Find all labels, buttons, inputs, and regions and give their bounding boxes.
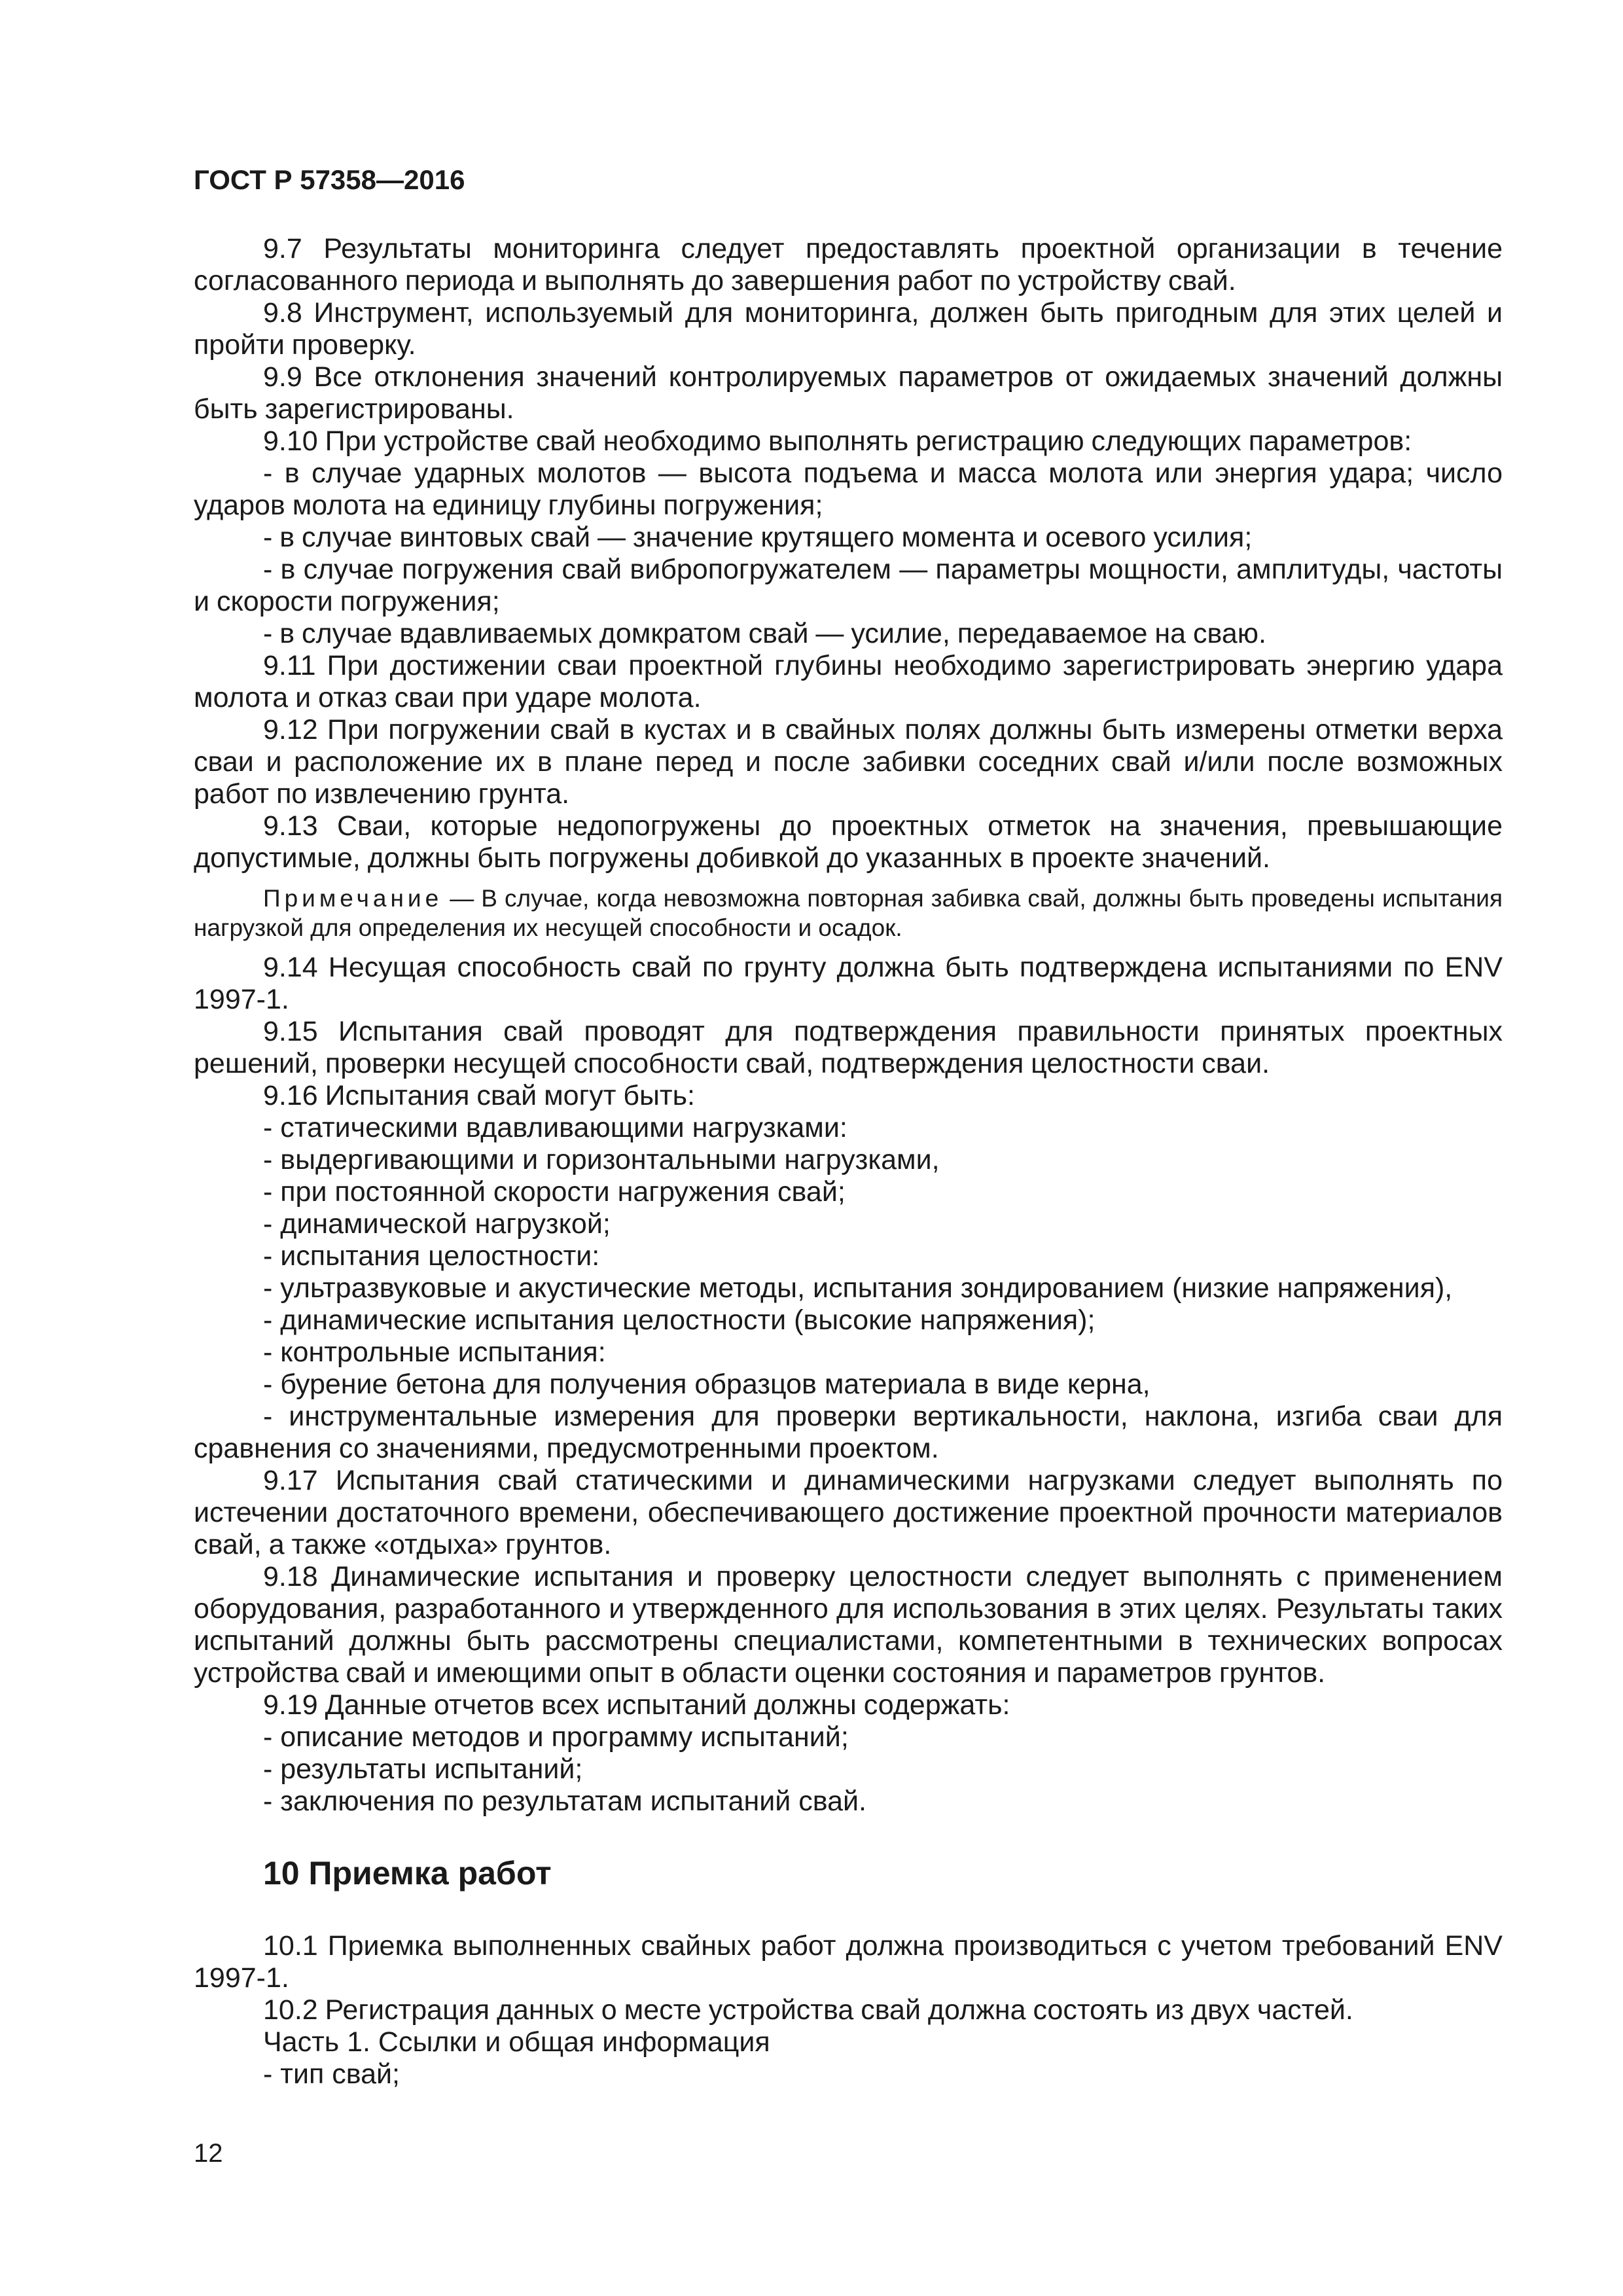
paragraph: 9.13 Сваи, которые недопогружены до проектных отметок на значения, превышающие допустимые, должны быть погружены добивкой до указанных в проекте значений.: [194, 810, 1503, 874]
list-item: - испытания целостности:: [263, 1240, 600, 1272]
paragraph: 9.16 Испытания свай могут быть:: [263, 1080, 695, 1111]
paragraph: 9.15 Испытания свай проводят для подтверждения правильности принятых проектных решений, проверки несущей способности свай, подтверждения целостности сваи.: [194, 1016, 1503, 1079]
paragraph: - в случае погружения свай вибропогружателем — параметры мощности, амплитуды, частоты и скорости погружения;: [194, 554, 1503, 617]
list-item: - динамические испытания целостности (высокие напряжения);: [263, 1304, 1096, 1336]
paragraph: 9.8 Инструмент, используемый для мониторинга, должен быть пригодным для этих целей и пройти проверку.: [194, 297, 1503, 361]
document-code-header: ГОСТ Р 57358—2016: [194, 164, 465, 195]
paragraph: 9.11 При достижении сваи проектной глубины необходимо зарегистрировать энергию удара молота и отказ сваи при ударе молота.: [194, 650, 1503, 713]
paragraph: 9.17 Испытания свай статическими и динамическими нагрузками следует выполнять по истечении достаточного времени, обеспечивающего достижение проектной прочности материалов свай, а также «отдыха» грунтов.: [194, 1465, 1503, 1560]
list-item: - при постоянной скорости нагружения свай;: [263, 1176, 846, 1208]
section-10-heading: 10 Приемка работ: [263, 1855, 552, 1892]
list-item: - статическими вдавливающими нагрузками:: [263, 1112, 847, 1143]
list-item: - контрольные испытания:: [263, 1336, 606, 1368]
list-item: - ультразвуковые и акустические методы, испытания зондированием (низкие напряжения),: [263, 1272, 1453, 1304]
paragraph: 9.9 Все отклонения значений контролируемых параметров от ожидаемых значений должны быть зарегистрированы.: [194, 361, 1503, 425]
paragraph: 9.10 При устройстве свай необходимо выполнять регистрацию следующих параметров:: [263, 425, 1412, 457]
section-9-body: [194, 233, 1503, 1818]
list-item: - бурение бетона для получения образцов материала в виде керна,: [263, 1369, 1150, 1400]
paragraph: - инструментальные измерения для проверки вертикальности, наклона, изгиба сваи для сравнения со значениями, предусмотренными проектом.: [194, 1401, 1503, 1464]
paragraph: 9.14 Несущая способность свай по грунту должна быть подтверждена испытаниями по ENV 1997-1.: [194, 952, 1503, 1015]
list-item: - заключения по результатам испытаний свай.: [263, 1785, 866, 1817]
list-item: - динамической нагрузкой;: [263, 1208, 611, 1240]
note-label: Примечание: [263, 885, 443, 912]
list-item: - описание методов и программу испытаний;: [263, 1721, 849, 1753]
paragraph: 9.19 Данные отчетов всех испытаний должны содержать:: [263, 1689, 1010, 1721]
list-item: Часть 1. Ссылки и общая информация: [263, 2026, 770, 2058]
paragraph: 9.7 Результаты мониторинга следует предоставлять проектной организации в течение согласованного периода и выполнять до завершения работ по устройству свай.: [194, 233, 1503, 296]
page-content: [194, 233, 1503, 2090]
paragraph: - в случае винтовых свай — значение крутящего момента и осевого усилия;: [263, 522, 1253, 553]
list-item: - выдергивающими и горизонтальными нагрузками,: [263, 1144, 940, 1175]
note-paragraph: [194, 884, 1503, 942]
list-item: - результаты испытаний;: [263, 1753, 583, 1785]
section-10-body: [194, 1930, 1503, 2090]
list-item: - тип свай;: [263, 2058, 400, 2090]
paragraph: 9.18 Динамические испытания и проверку целостности следует выполнять с применением оборудования, разработанного и утвержденного для использования в этих целях. Результаты таких испытаний должны быть рассмотрены специалистами, компетентными в технических вопросах устройства свай и имеющими опыт в области оценки состояния и параметров грунтов.: [194, 1561, 1503, 1689]
paragraph: 9.12 При погружении свай в кустах и в свайных полях должны быть измерены отметки верха сваи и расположение их в плане перед и после забивки соседних свай и/или после возможных работ по извлечению грунта.: [194, 714, 1503, 810]
page-number: 12: [194, 2139, 223, 2168]
paragraph: - в случае вдавливаемых домкратом свай — усилие, передаваемое на сваю.: [263, 618, 1267, 649]
note-text: — В случае, когда невозможна повторная забивка свай, должны быть проведены испытания нагрузкой для определения их несущей способности и осадок.: [194, 885, 1503, 941]
paragraph: 10.2 Регистрация данных о месте устройства свай должна состоять из двух частей.: [263, 1994, 1353, 2026]
paragraph: - в случае ударных молотов — высота подъема и масса молота или энергия удара; число ударов молота на единицу глубины погружения;: [194, 457, 1503, 521]
paragraph: 10.1 Приемка выполненных свайных работ должна производиться с учетом требований ENV 1997-1.: [194, 1930, 1503, 1994]
